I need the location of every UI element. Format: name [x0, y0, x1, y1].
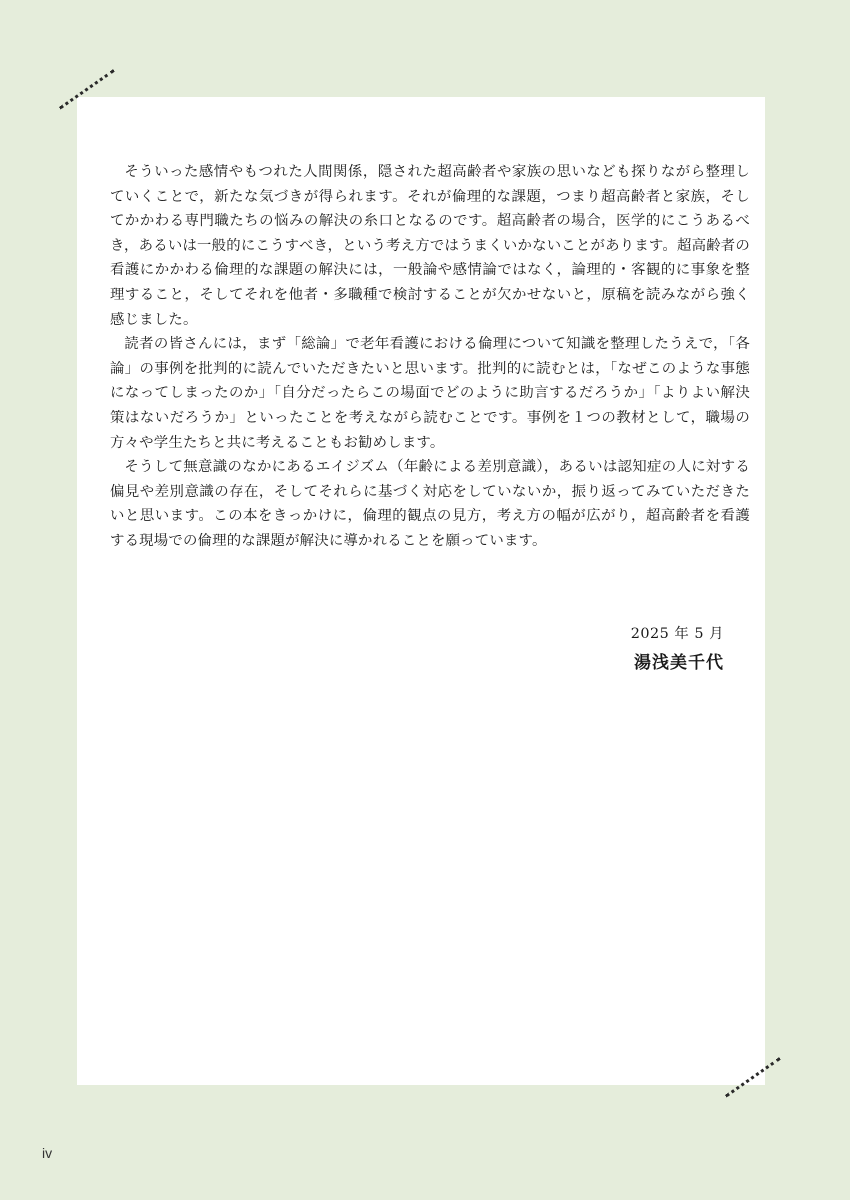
paragraph: そういった感情やもつれた人間関係，隠された超高齢者や家族の思いなども探りながら整理していくことで，新たな気づきが得られます。それが倫理的な課題，つまり超高齢者と家族，そしてかかわる専門職たちの悩みの解決の糸口となるのです。超高齢者の場合，医学的にこうあるべき，あるいは一般的にこうすべき，という考え方ではうまくいかないことがあります。超高齢者の看護にかかわる倫理的な課題の解決には，一般論や感情論ではなく，論理的・客観的に事象を整理すること，そしてそれを他者・多職種で検討することが欠かせないと，原稿を読みながら強く感じました。 — [110, 164, 750, 328]
page-number: iv — [42, 1145, 53, 1161]
preface-body — [110, 160, 750, 554]
preface-date: 2025 年 5 月 — [630, 626, 724, 642]
paragraph: そうして無意識のなかにあるエイジズム（年齢による差別意識），あるいは認知症の人に対する偏見や差別意識の存在，そしてそれらに基づく対応をしていないか，振り返ってみていただきたいと思います。この本をきっかけに，倫理的観点の見方，考え方の幅が広がり，超高齢者を看護する現場での倫理的な課題が解決に導かれることを願っています。 — [110, 459, 750, 549]
paragraph: 読者の皆さんには，まず「総論」で老年看護における倫理について知識を整理したうえで，「各論」の事例を批判的に読んでいただきたいと思います。批判的に読むとは，「なぜこのような事態になってしまったのか」「自分だったらこの場面でどのように助言するだろうか」「よりよい解決策はないだろうか」といったことを考えながら読むことです。事例を１つの教材として，職場の方々や学生たちと共に考えることもお勧めします。 — [110, 336, 750, 451]
preface-author: 湯浅美千代 — [634, 653, 724, 673]
